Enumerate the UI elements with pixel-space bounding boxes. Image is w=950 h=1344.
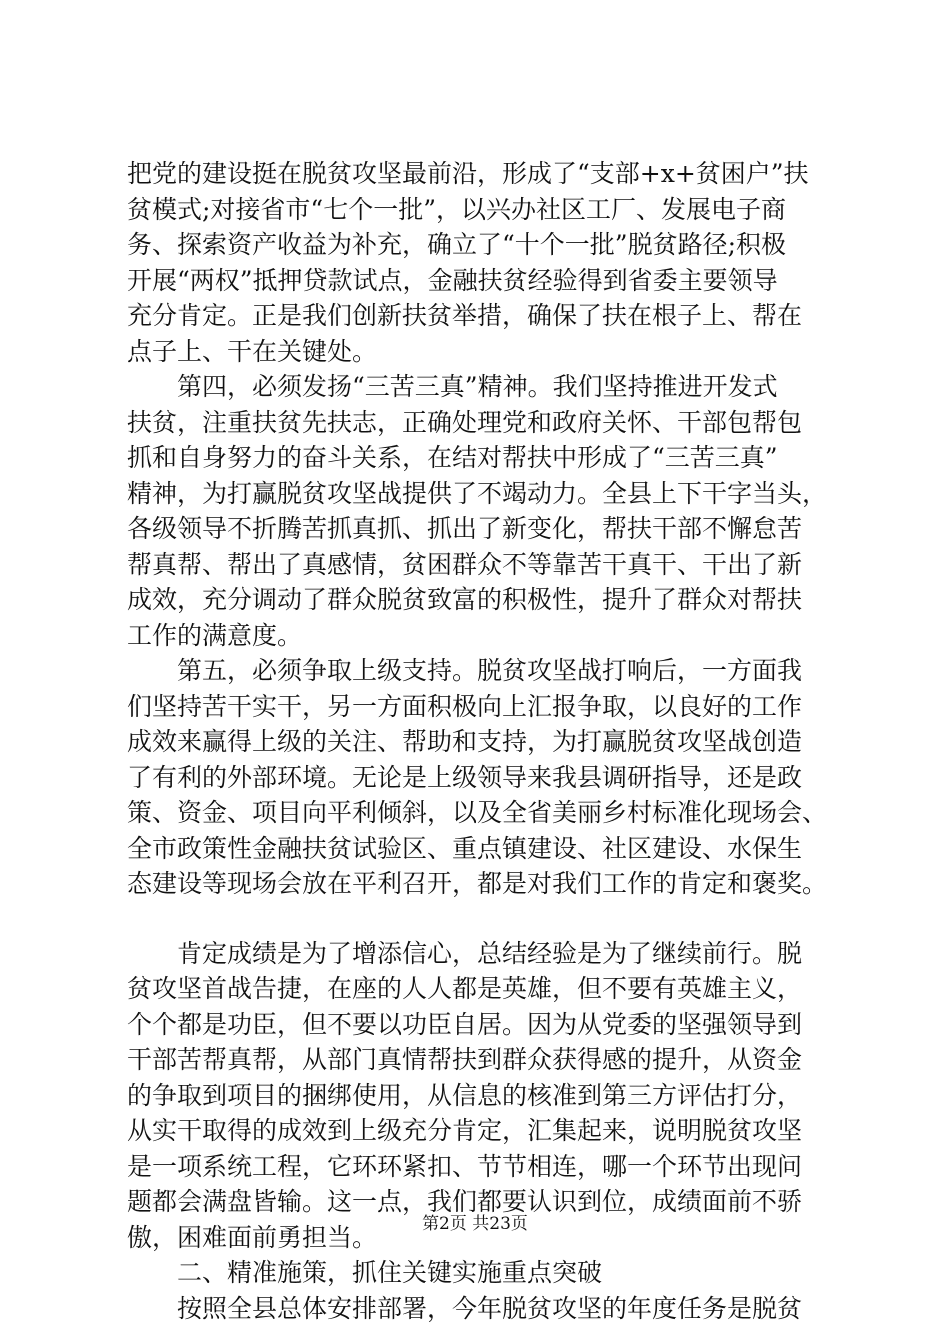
text-line: 开展“两权”抵押贷款试点，金融扶贫经验得到省委主要领导 <box>127 265 778 295</box>
text-line: 的争取到项目的捆绑使用，从信息的核准到第三方评估打分， <box>127 1080 803 1110</box>
text-line: 们坚持苦干实干，另一方面积极向上汇报争取，以良好的工作 <box>127 691 803 721</box>
text-line: 帮真帮、帮出了真感情，贫困群众不等靠苦干真干、干出了新 <box>127 549 803 579</box>
text-line: 工作的满意度。 <box>127 620 303 650</box>
text-line: 是一项系统工程，它环环紧扣、节节相连，哪一个环节出现问 <box>127 1151 803 1181</box>
page-footer <box>0 1212 950 1236</box>
page-number: 第2页 共23页 <box>422 1214 528 1234</box>
text-line: 把党的建设挺在脱贫攻坚最前沿，形成了“支部+x+贫困户”扶 <box>127 159 809 188</box>
text-line: 题都会满盘皆输。这一点，我们都要认识到位，成绩面前不骄 <box>127 1187 803 1216</box>
paragraph-gap <box>127 902 827 936</box>
section-heading: 二、精准施策，抓住关键实施重点突破 <box>127 1258 603 1287</box>
text-line: 从实干取得的成效到上级充分肯定，汇集起来，说明脱贫攻坚 <box>127 1116 803 1145</box>
text-line: 个个都是功臣，但不要以功臣自居。因为从党委的坚强领导到 <box>127 1009 803 1039</box>
text-line: 务、探索资产收益为补充，确立了“十个一批”脱贫路径;积极 <box>127 230 786 259</box>
text-line: 态建设等现场会放在平利召开，都是对我们工作的肯定和褒奖。 <box>127 869 828 898</box>
text-line: 贫攻坚首战告捷，在座的人人都是英雄，但不要有英雄主义， <box>127 974 803 1003</box>
text-line: 第五，必须争取上级支持。脱贫攻坚战打响后，一方面我 <box>127 656 803 685</box>
text-line: 了有利的外部环境。无论是上级领导来我县调研指导，还是政 <box>127 762 803 792</box>
text-line: 贫模式;对接省市“七个一批”，以兴办社区工厂、发展电子商 <box>127 194 786 224</box>
text-line: 肯定成绩是为了增添信心，总结经验是为了继续前行。脱 <box>127 938 803 968</box>
text-line: 点子上、干在关键处。 <box>127 336 378 366</box>
text-line: 充分肯定。正是我们创新扶贫举措，确保了扶在根子上、帮在 <box>127 301 803 330</box>
text-line: 全市政策性金融扶贫试验区、重点镇建设、社区建设、水保生 <box>127 833 803 863</box>
text-line: 干部苦帮真帮，从部门真情帮扶到群众获得感的提升，从资金 <box>127 1045 803 1074</box>
text-line: 第四，必须发扬“三苦三真”精神。我们坚持推进开发式 <box>127 372 778 401</box>
text-line: 按照全县总体安排部署，今年脱贫攻坚的年度任务是脱贫 <box>127 1293 803 1323</box>
document-body <box>127 156 827 1326</box>
text-line: 策、资金、项目向平利倾斜，以及全省美丽乡村标准化现场会、 <box>127 798 828 827</box>
text-line: 成效，充分调动了群众脱贫致富的积极性，提升了群众对帮扶 <box>127 585 803 614</box>
text-line: 精神，为打赢脱贫攻坚战提供了不竭动力。全县上下干字当头， <box>127 478 828 508</box>
text-line: 傲，困难面前勇担当。 <box>127 1222 378 1252</box>
text-line: 各级领导不折腾苦抓真抓、抓出了新变化，帮扶干部不懈怠苦 <box>127 514 803 543</box>
text-line: 抓和自身努力的奋斗关系，在结对帮扶中形成了“三苦三真” <box>127 443 778 472</box>
text-line: 扶贫，注重扶贫先扶志，正确处理党和政府关怀、干部包帮包 <box>127 407 803 437</box>
text-line: 成效来赢得上级的关注、帮助和支持，为打赢脱贫攻坚战创造 <box>127 727 803 756</box>
